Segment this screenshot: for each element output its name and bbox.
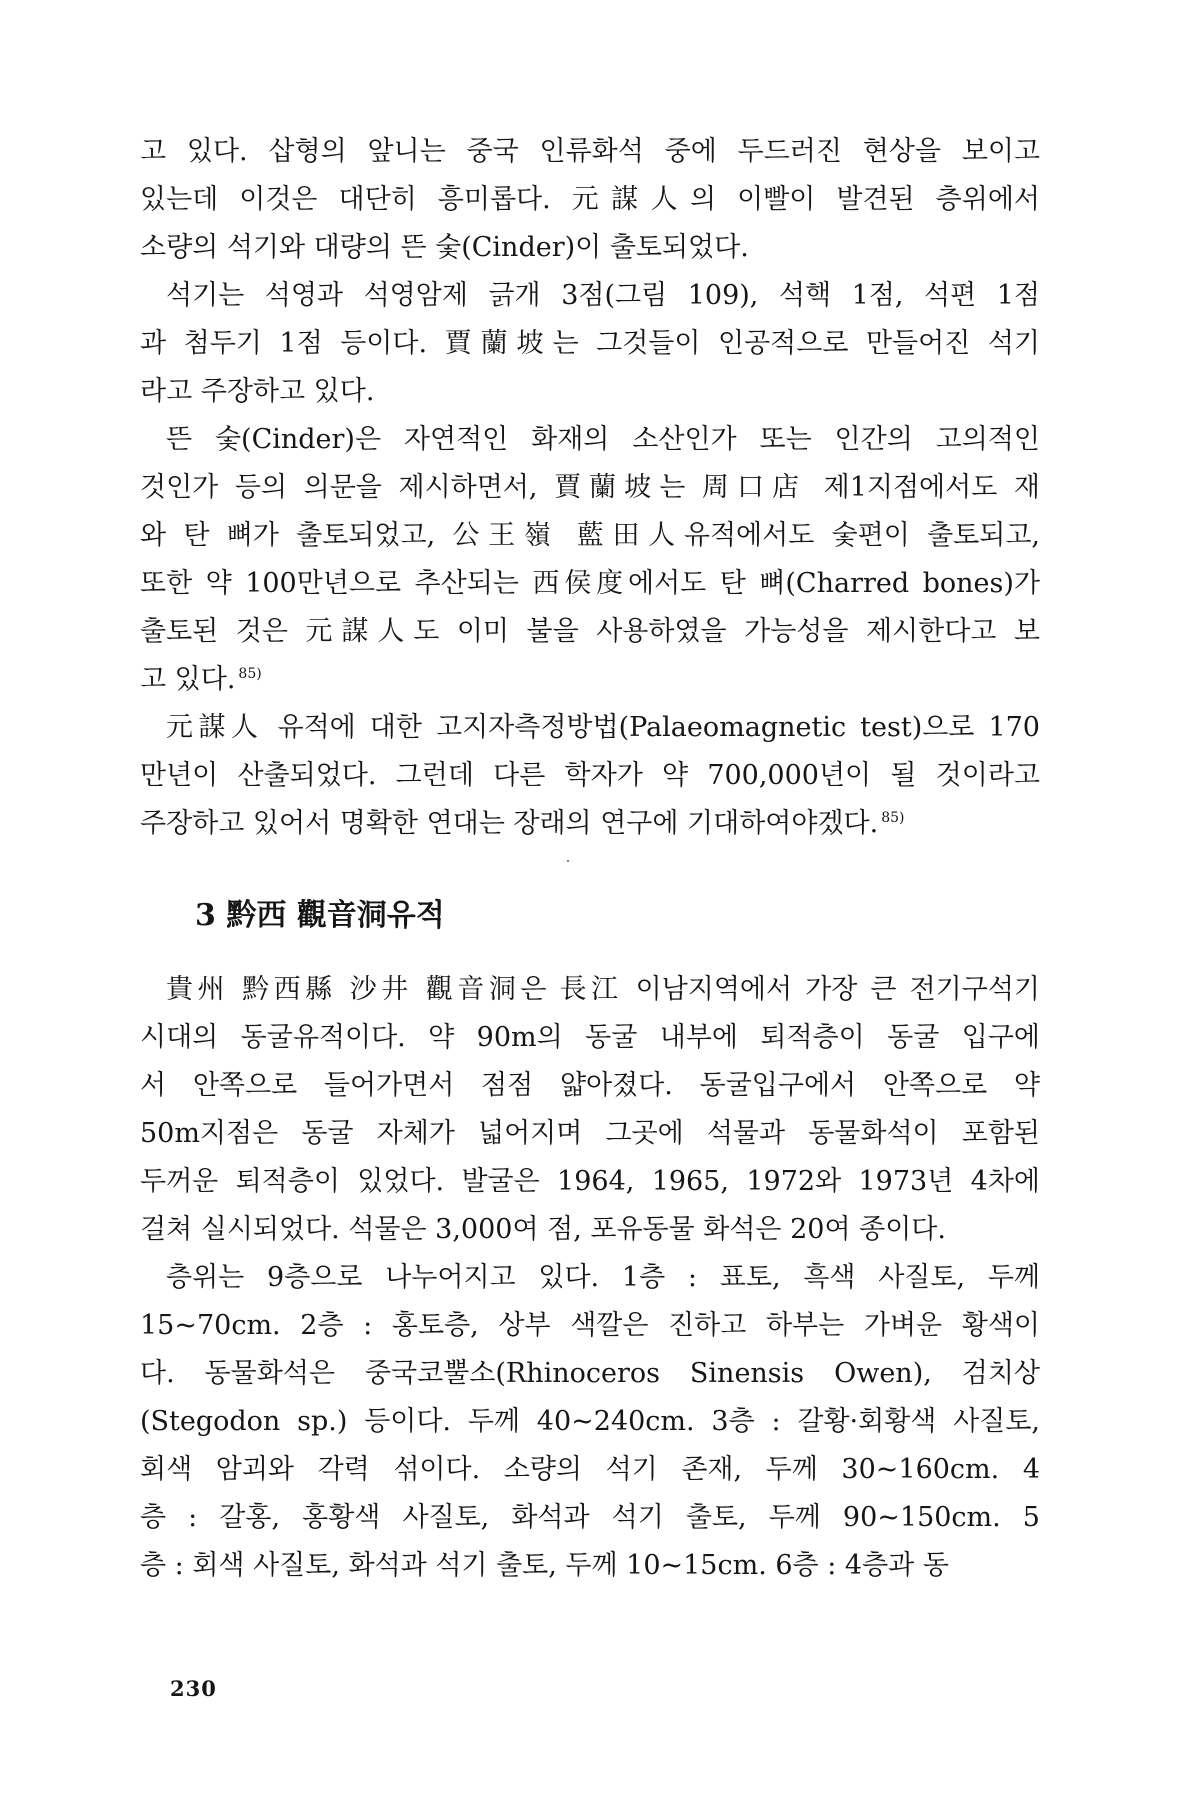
line-text: 석기는 석영과 석영암제 긁개 3점(그림 109), 석핵 1점, 석편 1점 xyxy=(166,280,1040,311)
line-text: 걸쳐 실시되었다. 석물은 3,000여 점, 포유동물 화석은 20여 종이다. xyxy=(140,1214,946,1245)
text-line xyxy=(140,1110,1040,1158)
line-text: 와 탄 뼈가 출토되었고, 公王嶺 藍田人유적에서도 숯편이 출토되고, xyxy=(140,520,1040,551)
text-line xyxy=(140,320,1040,368)
line-text: 고 있다. 삽형의 앞니는 중국 인류화석 중에 두드러진 현상을 보이고 xyxy=(140,136,1040,167)
line-text: 회색 암괴와 각력 섞이다. 소량의 석기 존재, 두께 30~160cm. 4 xyxy=(140,1454,1040,1485)
line-text: 과 첨두기 1점 등이다. 賈蘭坡는 그것들이 인공적으로 만들어진 석기 xyxy=(140,328,1040,359)
text-line xyxy=(140,224,1040,272)
paragraph xyxy=(140,966,1040,1254)
line-text: 시대의 동굴유적이다. 약 90m의 동굴 내부에 퇴적층이 동굴 입구에 xyxy=(140,1022,1040,1053)
line-text: 다. 동물화석은 중국코뿔소(Rhinoceros Sinensis Owen), 검치상 xyxy=(140,1358,1040,1389)
line-text: 출토된 것은 元謀人도 이미 불을 사용하였을 가능성을 제시한다고 보 xyxy=(140,616,1040,647)
text-line xyxy=(140,464,1040,512)
text-line xyxy=(140,1014,1040,1062)
text-line xyxy=(140,512,1040,560)
text-line xyxy=(140,368,1040,416)
text-line xyxy=(140,608,1040,656)
footnote-marker: 85) xyxy=(881,810,905,826)
line-text: 元謀人 유적에 대한 고지자측정방법(Palaeomagnetic test)으로 170 xyxy=(166,712,1040,743)
line-text: 라고 주장하고 있다. xyxy=(140,376,375,407)
line-text: 만년이 산출되었다. 그런데 다른 학자가 약 700,000년이 될 것이라고 xyxy=(140,760,1040,791)
text-line xyxy=(140,1062,1040,1110)
line-text: 층 : 갈홍, 홍황색 사질토, 화석과 석기 출토, 두께 90~150cm. 5 xyxy=(140,1502,1040,1533)
line-text: 고 있다. xyxy=(140,664,236,695)
paragraph xyxy=(140,1254,1040,1590)
text-line xyxy=(140,752,1040,800)
text-line xyxy=(140,1542,1040,1590)
text-line xyxy=(140,800,1040,848)
body-text-top xyxy=(140,128,1040,848)
line-text: 貴州 黔西縣 沙井 觀音洞은 長江 이남지역에서 가장 큰 전기구석기 xyxy=(166,974,1040,1005)
line-text: 주장하고 있어서 명확한 연대는 장래의 연구에 기대하여야겠다. xyxy=(140,808,879,839)
line-text: 있는데 이것은 대단히 흥미롭다. 元謀人의 이빨이 발견된 층위에서 xyxy=(140,184,1040,215)
paragraph xyxy=(140,128,1040,272)
line-text: 서 안쪽으로 들어가면서 점점 얇아졌다. 동굴입구에서 안쪽으로 약 xyxy=(140,1070,1040,1101)
text-line xyxy=(140,1398,1040,1446)
line-text: 소량의 석기와 대량의 뜬 숯(Cinder)이 출토되었다. xyxy=(140,232,749,263)
text-line xyxy=(140,1350,1040,1398)
paragraph xyxy=(140,416,1040,704)
line-text: 50m지점은 동굴 자체가 넓어지며 그곳에 석물과 동물화석이 포함된 xyxy=(140,1118,1040,1149)
text-line xyxy=(140,656,1040,704)
line-text: 뜬 숯(Cinder)은 자연적인 화재의 소산인가 또는 인간의 고의적인 xyxy=(166,424,1040,455)
paragraph xyxy=(140,272,1040,416)
text-line xyxy=(140,272,1040,320)
text-line xyxy=(140,1206,1040,1254)
footnote-marker: 85) xyxy=(238,666,262,682)
text-line xyxy=(140,560,1040,608)
line-text: 또한 약 100만년으로 추산되는 西侯度에서도 탄 뼈(Charred bones)가 xyxy=(140,568,1040,599)
text-line xyxy=(140,1254,1040,1302)
text-line xyxy=(140,416,1040,464)
line-text: 층 : 회색 사질토, 화석과 석기 출토, 두께 10~15cm. 6층 : 4층과 동 xyxy=(140,1550,949,1581)
text-line xyxy=(140,1158,1040,1206)
text-line xyxy=(140,966,1040,1014)
text-line xyxy=(140,1302,1040,1350)
text-line xyxy=(140,1494,1040,1542)
body-text-bottom xyxy=(140,966,1040,1590)
line-text: 층위는 9층으로 나누어지고 있다. 1층 : 표토, 흑색 사질토, 두께 xyxy=(166,1262,1040,1293)
scan-speck xyxy=(567,860,569,862)
line-text: 것인가 등의 의문을 제시하면서, 賈蘭坡는 周口店 제1지점에서도 재 xyxy=(140,472,1040,503)
paragraph xyxy=(140,704,1040,848)
page-number: 230 xyxy=(170,1676,217,1701)
section-heading: 3 黔西 觀音洞유적 xyxy=(195,898,445,933)
text-line xyxy=(140,128,1040,176)
line-text: (Stegodon sp.) 등이다. 두께 40~240cm. 3층 : 갈황·회황색 사질토, xyxy=(140,1406,1040,1437)
text-line xyxy=(140,704,1040,752)
text-line xyxy=(140,1446,1040,1494)
line-text: 15~70cm. 2층 : 홍토층, 상부 색깔은 진하고 하부는 가벼운 황색이 xyxy=(140,1310,1040,1341)
text-line xyxy=(140,176,1040,224)
line-text: 두꺼운 퇴적층이 있었다. 발굴은 1964, 1965, 1972와 1973년 4차에 xyxy=(140,1166,1040,1197)
